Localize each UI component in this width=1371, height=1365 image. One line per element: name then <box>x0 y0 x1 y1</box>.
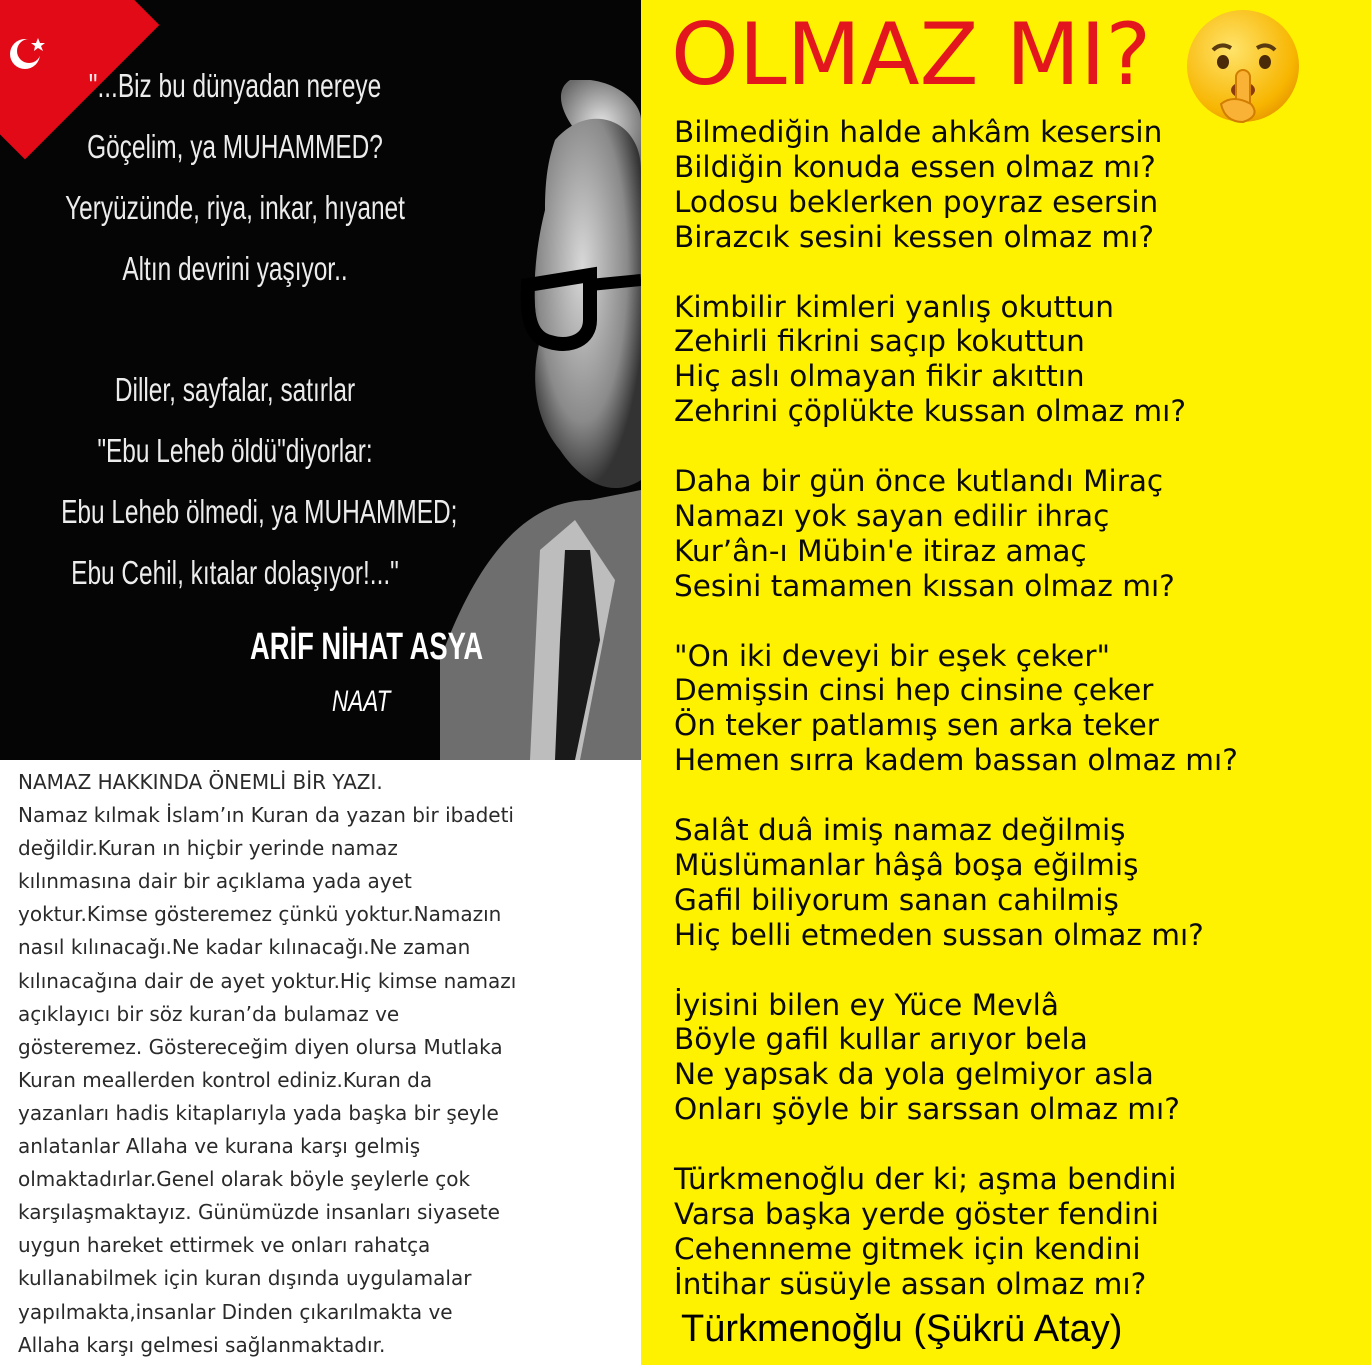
article-line: karşılaşmaktayız. Günümüzde insanları siyasete <box>18 1200 500 1225</box>
article-line: NAMAZ HAKKINDA ÖNEMLİ BİR YAZI. <box>18 770 383 794</box>
article-line: yapılmakta,insanlar Dinden çıkarılmakta ve <box>18 1299 453 1324</box>
poem-line: Namazı yok sayan edilir ihraç <box>674 498 1110 533</box>
poem-stanza <box>674 290 1364 430</box>
quote-line: Ebu Cehil, kıtalar dolaşıyor!..." <box>71 554 399 591</box>
article-line: yazanları hadis kitaplarıyla yada başka bir şeyle <box>18 1100 499 1125</box>
article-line: uygun hareket ettirmek ve onları rahatça <box>18 1233 431 1258</box>
poem-line: Lodosu beklerken poyraz esersin <box>674 184 1159 219</box>
poem-line: Salât duâ imiş namaz değilmiş <box>674 813 1126 848</box>
quote-line: Göçelim, ya MUHAMMED? <box>87 128 383 165</box>
poem-stanza <box>674 639 1364 779</box>
article-text <box>18 766 628 1362</box>
poem-line: Hemen sırra kadem bassan olmaz mı? <box>674 743 1238 778</box>
poem-panel <box>641 0 1371 1365</box>
poem-line: Zehirli fikrini saçıp kokuttun <box>674 324 1085 359</box>
poem-line: "On iki deveyi bir eşek çeker" <box>674 638 1111 673</box>
article-line: nasıl kılınacağı.Ne kadar kılınacağı.Ne zaman <box>18 935 471 960</box>
article-line: açıklayıcı bir söz kuran’da bulamaz ve <box>18 1001 400 1026</box>
poem-line: Cehenneme gitmek için kendini <box>674 1231 1141 1266</box>
poem-line: İyisini bilen ey Yüce Mevlâ <box>674 987 1059 1022</box>
poem-line: Hiç aslı olmayan fikir akıttın <box>674 359 1085 394</box>
quote-panel <box>0 0 641 760</box>
poem-stanza <box>674 115 1364 255</box>
shushing-face-icon <box>1181 4 1305 128</box>
poem-line: Gafil biliyorum sanan cahilmiş <box>674 882 1119 917</box>
poem-line: Türkmenoğlu der ki; aşma bendini <box>674 1162 1177 1197</box>
quote-line: "Ebu Leheb öldü"diyorlar: <box>97 432 373 469</box>
quote-line: Diller, sayfalar, satırlar <box>114 371 356 408</box>
poem-line: Sesini tamamen kıssan olmaz mı? <box>674 568 1175 603</box>
quote-line: Altın devrini yaşıyor.. <box>122 250 348 287</box>
poem-body <box>674 115 1364 1337</box>
article-line: değildir.Kuran ın hiçbir yerinde namaz <box>18 836 398 861</box>
poem-line: Bilmediğin halde ahkâm kesersin <box>674 115 1163 149</box>
poem-stanza <box>674 1162 1364 1302</box>
poem-line: Birazcık sesini kessen olmaz mı? <box>674 219 1155 254</box>
poem-stanza <box>674 464 1364 604</box>
poem-line: Ön teker patlamış sen arka teker <box>674 708 1159 743</box>
poem-line: İntihar süsüyle assan olmaz mı? <box>674 1266 1147 1301</box>
article-line: yoktur.Kimse gösteremez çünkü yoktur.Namazın <box>18 902 502 927</box>
article-line: anlatanlar Allaha ve kurana karşı gelmiş <box>18 1134 421 1159</box>
poem-signature: Türkmenoğlu (Şükrü Atay) <box>681 1308 1123 1350</box>
poem-line: Müslümanlar hâşâ boşa eğilmiş <box>674 847 1139 882</box>
article-line: Namaz kılmak İslam’ın Kuran da yazan bir ibadeti <box>18 803 514 828</box>
poem-line: Zehrini çöplükte kussan olmaz mı? <box>674 394 1186 429</box>
article-line: kılınacağına dair de ayet yoktur.Hiç kimse namazı <box>18 968 517 993</box>
poem-line: Daha bir gün önce kutlandı Miraç <box>674 464 1164 499</box>
quote-line: Yeryüzünde, riya, inkar, hıyanet <box>65 189 405 226</box>
article-panel <box>0 760 641 1365</box>
quote-author: ARİF NİHAT ASYA <box>250 626 484 668</box>
poem-line: Varsa başka yerde göster fendini <box>674 1197 1159 1231</box>
poem-title: OLMAZ MI? <box>671 5 1152 105</box>
poem-line: Ne yapsak da yola gelmiyor asla <box>674 1057 1154 1092</box>
article-line: olmaktadırlar.Genel olarak böyle şeylerle çok <box>18 1167 471 1192</box>
quote-line: "...Biz bu dünyadan nereye <box>88 67 382 104</box>
article-line: Kuran meallerden kontrol ediniz.Kuran da <box>18 1067 433 1092</box>
poem-line: Böyle gafil kullar arıyor bela <box>674 1022 1088 1057</box>
poem-line: Hiç belli etmeden sussan olmaz mı? <box>674 917 1204 952</box>
poem-stanza <box>674 813 1364 953</box>
quote-source: NAAT <box>332 685 391 718</box>
quote-text <box>61 55 458 603</box>
article-line: gösteremez. Göstereceğim diyen olursa Mutlaka <box>18 1034 503 1059</box>
poem-line: Onları şöyle bir sarssan olmaz mı? <box>674 1092 1180 1127</box>
poem-line: Demişsin cinsi hep cinsine çeker <box>674 673 1154 708</box>
article-line: kullanabilmek için kuran dışında uygulamalar <box>18 1266 472 1291</box>
poem-stanza <box>674 988 1364 1128</box>
poem-line: Bildiğin konuda essen olmaz mı? <box>674 149 1156 184</box>
crescent-star-icon <box>5 28 53 76</box>
article-line: Allaha karşı gelmesi sağlanmaktadır. <box>18 1332 386 1357</box>
quote-line: Ebu Leheb ölmedi, ya MUHAMMED; <box>61 493 458 530</box>
poem-line: Kimbilir kimleri yanlış okuttun <box>674 289 1114 324</box>
article-line: kılınmasına dair bir açıklama yada ayet <box>18 869 412 894</box>
poem-line: Kur’ân-ı Mübin'e itiraz amaç <box>674 533 1087 568</box>
